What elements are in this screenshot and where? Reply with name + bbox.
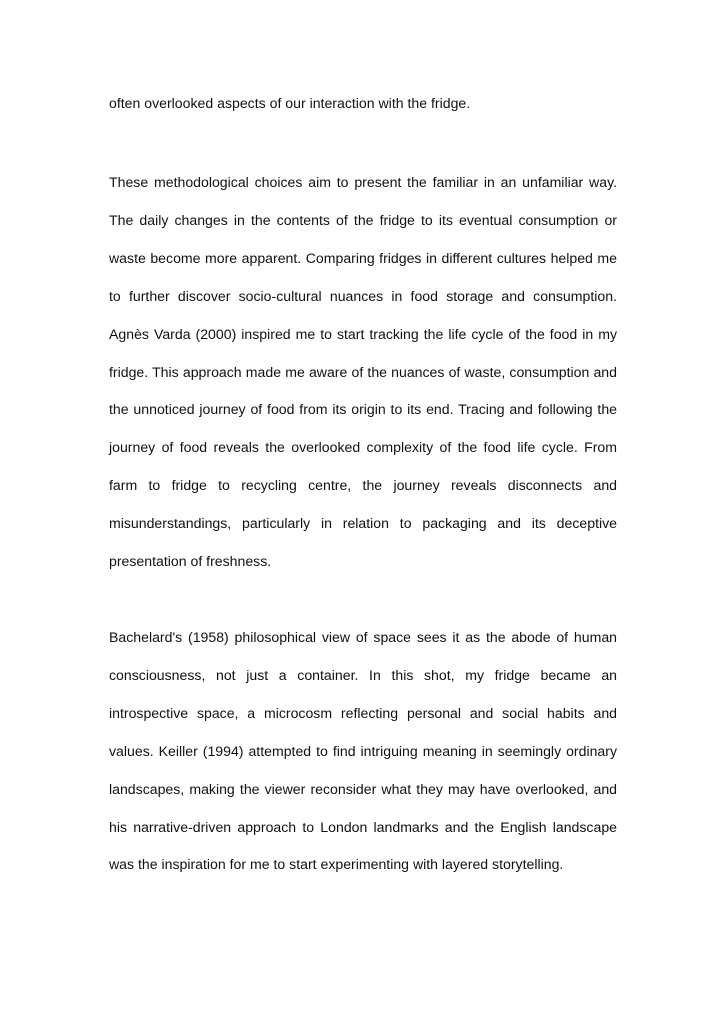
paragraph-bachelard: Bachelard's (1958) philosophical view of space sees it as the abode of human consciousness, not just a container. In this shot, my fridge became an introspective space, a microcosm reflecting personal and social habits and values. Keiller (1994) attempted to find intriguing meaning in seemingly ordinary landscapes, making the viewer reconsider what they may have overlooked, and his narrative-driven approach to London landmarks and the English landscape was the inspiration for me to start experimenting with layered storytelling. — [109, 629, 617, 873]
paragraph-continuation: often overlooked aspects of our interaction with the fridge. — [109, 95, 471, 111]
paragraph-methodology: These methodological choices aim to present the familiar in an unfamiliar way. The daily changes in the contents of the fridge to its eventual consumption or waste become more apparent. Comparing fridges in different cultures helped me to further discover socio-cultural nuances in food storage and consumption. Agnès Varda (2000) inspired me to start tracking the life cycle of the food in my fridge. This approach made me aware of the nuances of waste, consumption and the unnoticed journey of food from its origin to its end. Tracing and following the journey of food reveals the overlooked complexity of the food life cycle. From farm to fridge to recycling centre, the journey reveals disconnects and misunderstandings, particularly in relation to packaging and its deceptive presentation of freshness. — [109, 174, 617, 570]
